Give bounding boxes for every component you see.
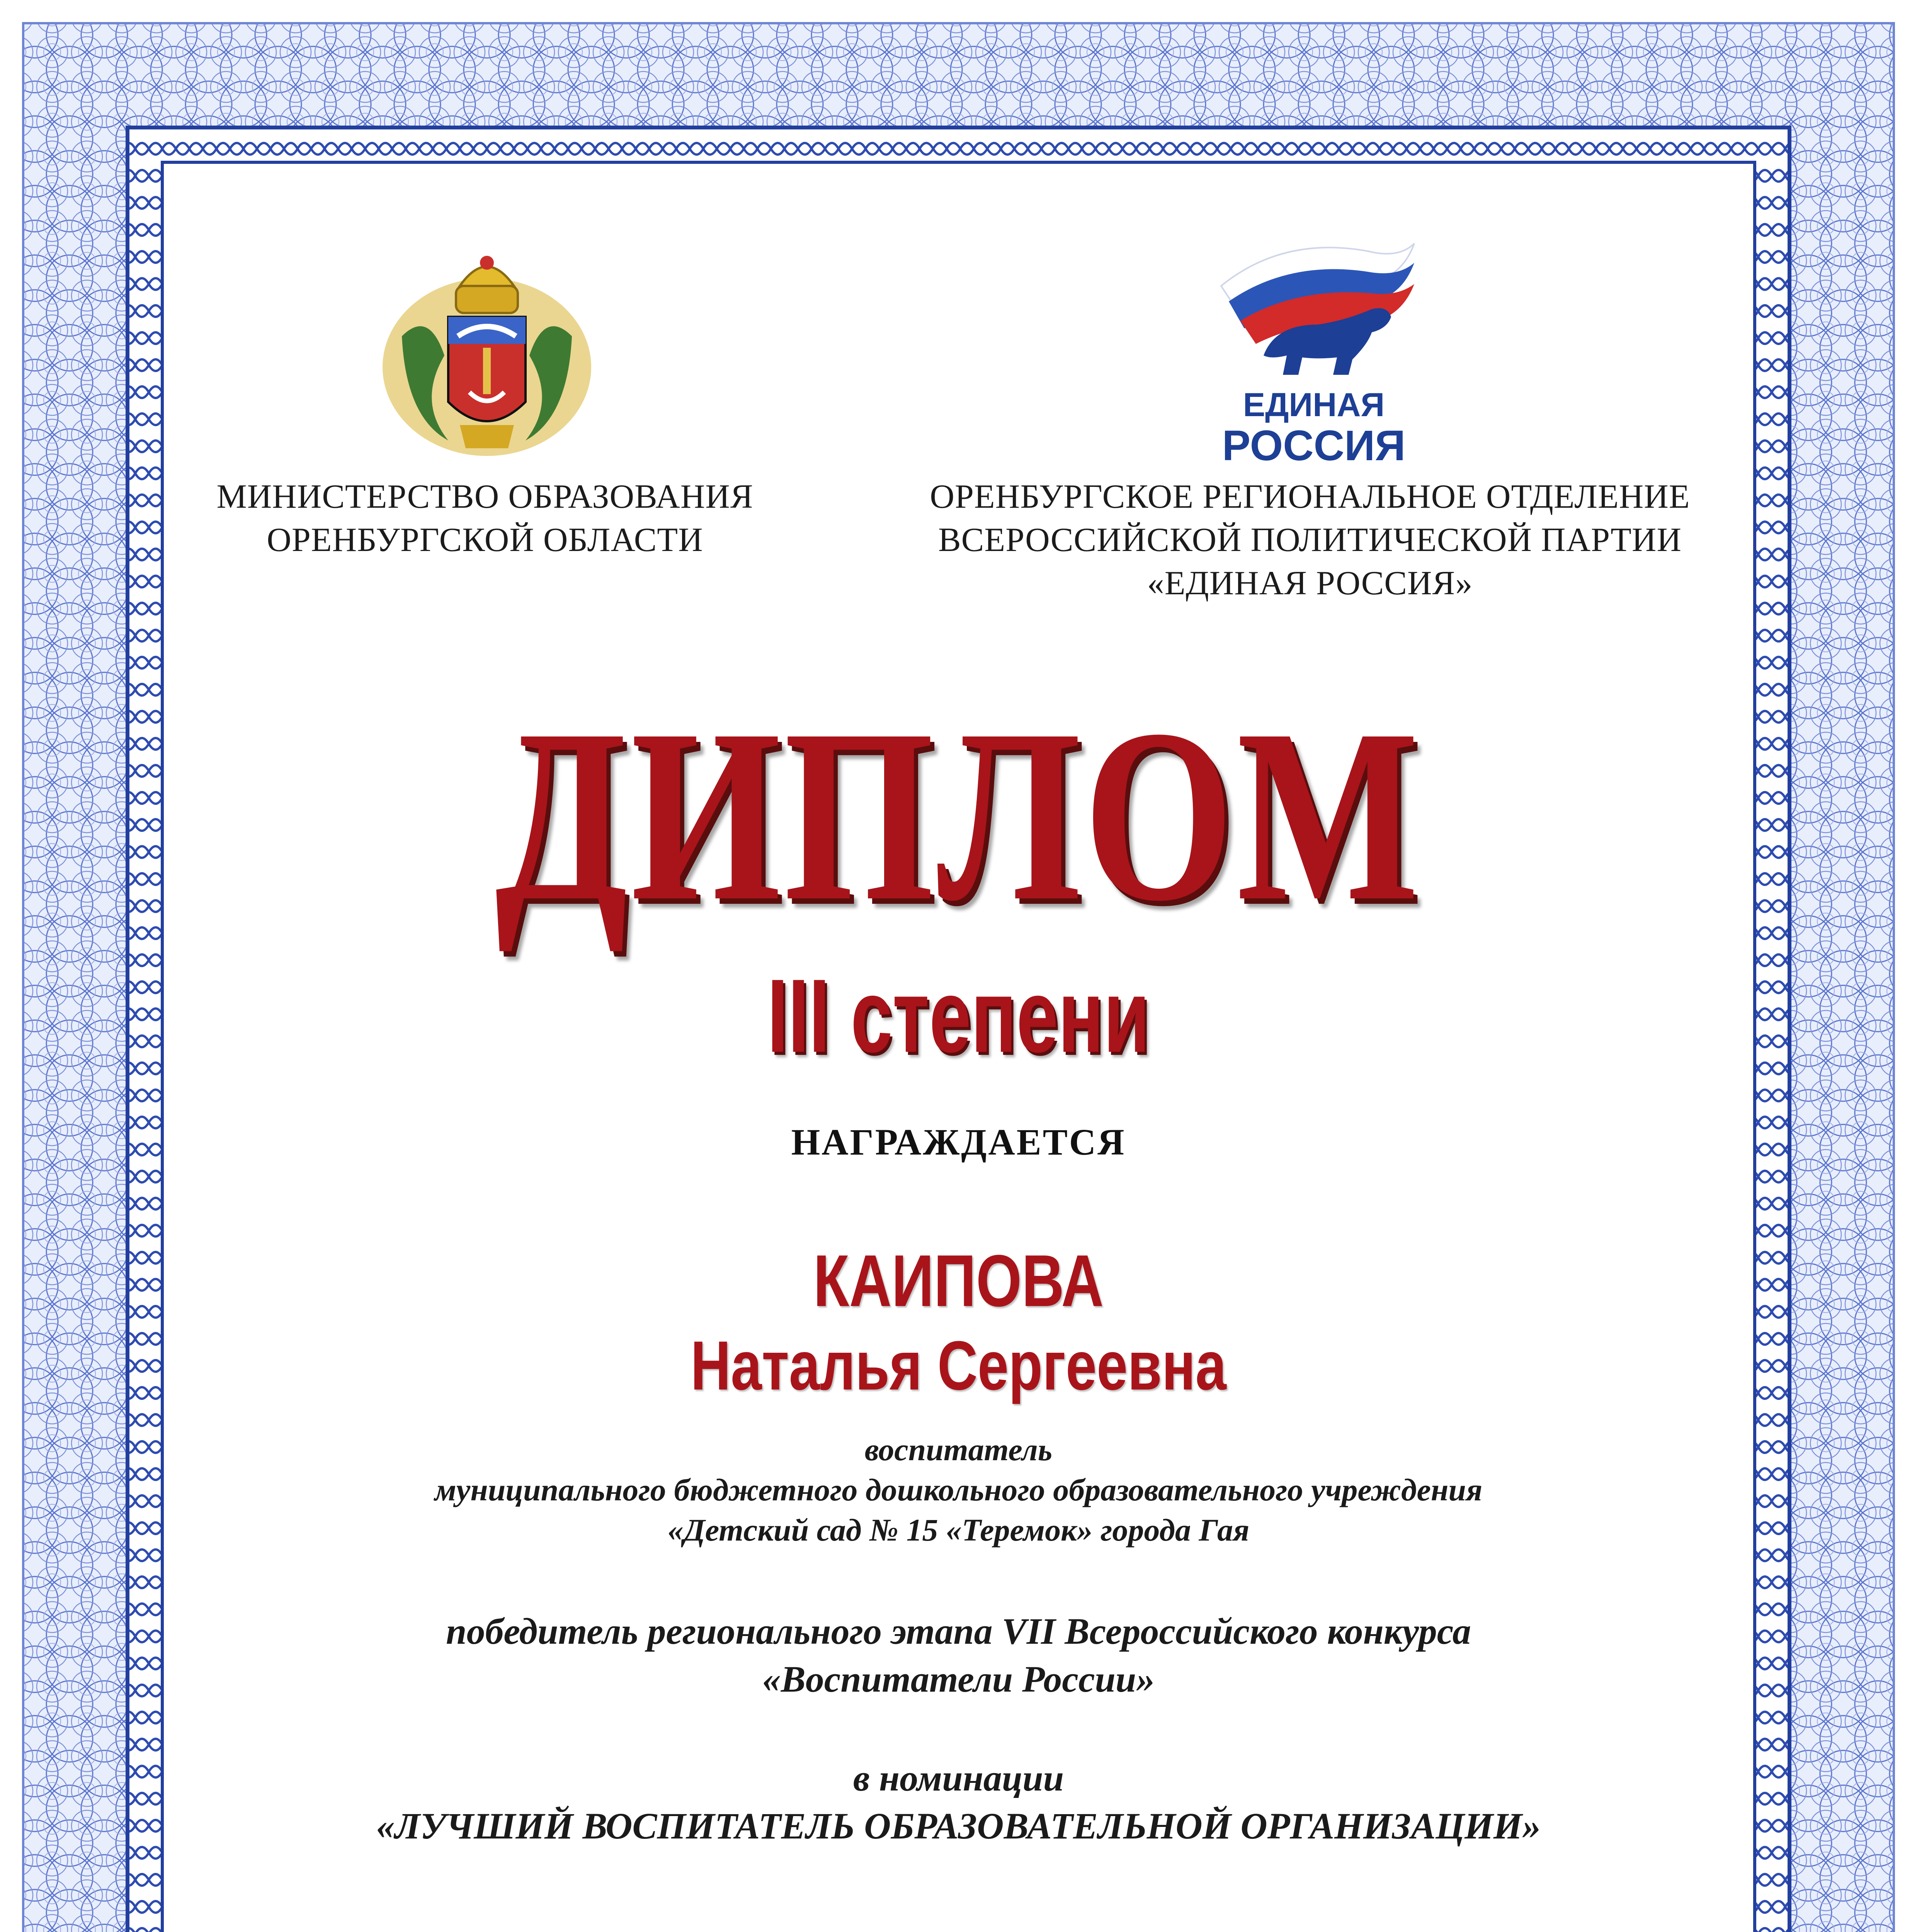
united-russia-logo-text (1206, 386, 1422, 468)
logo-text-line-2: РОССИЯ (1222, 422, 1406, 469)
recipient-surname: КАИПОВА (813, 1240, 1104, 1322)
diploma-title: ДИПЛОМ (495, 679, 1422, 952)
ministry-header (185, 475, 784, 562)
party-line-1: ОРЕНБУРГСКОЕ РЕГИОНАЛЬНОЕ ОТДЕЛЕНИЕ (930, 478, 1690, 515)
position-block (0, 1430, 1917, 1550)
position-institution-name: «Детский сад № 15 «Теремок» города Гая (667, 1512, 1250, 1548)
logo-text-line-1: ЕДИНАЯ (1243, 386, 1385, 423)
achievement-line-1: победитель регионального этапа VII Всероссийского конкурса (446, 1611, 1471, 1652)
orenburg-coat-of-arms (371, 240, 603, 471)
party-line-3: «ЕДИНАЯ РОССИЯ» (1147, 565, 1473, 602)
position-role: воспитатель (864, 1432, 1053, 1467)
ministry-line-1: МИНИСТЕРСТВО ОБРАЗОВАНИЯ (216, 478, 754, 515)
nomination-label: в номинации (853, 1757, 1064, 1799)
party-line-2: ВСЕРОССИЙСКОЙ ПОЛИТИЧЕСКОЙ ПАРТИИ (938, 521, 1682, 559)
party-header (889, 475, 1731, 605)
nomination-name: «ЛУЧШИЙ ВОСПИТАТЕЛЬ ОБРАЗОВАТЕЛЬНОЙ ОРГАНИЗАЦИИ» (376, 1805, 1541, 1847)
united-russia-logo-icon (1206, 228, 1422, 406)
recipient-given-names: Наталья Сергеевна (691, 1327, 1226, 1405)
awarded-label: НАГРАЖДАЕТСЯ (791, 1121, 1126, 1163)
position-institution: муниципального бюджетного дошкольного образовательного учреждения (434, 1472, 1483, 1507)
achievement-block (0, 1607, 1917, 1703)
nomination-block (0, 1754, 1917, 1850)
diploma-degree: III степени (767, 958, 1150, 1074)
achievement-line-2: «Воспитатели России» (762, 1658, 1155, 1700)
ministry-line-2: ОРЕНБУРГСКОЙ ОБЛАСТИ (267, 521, 703, 559)
